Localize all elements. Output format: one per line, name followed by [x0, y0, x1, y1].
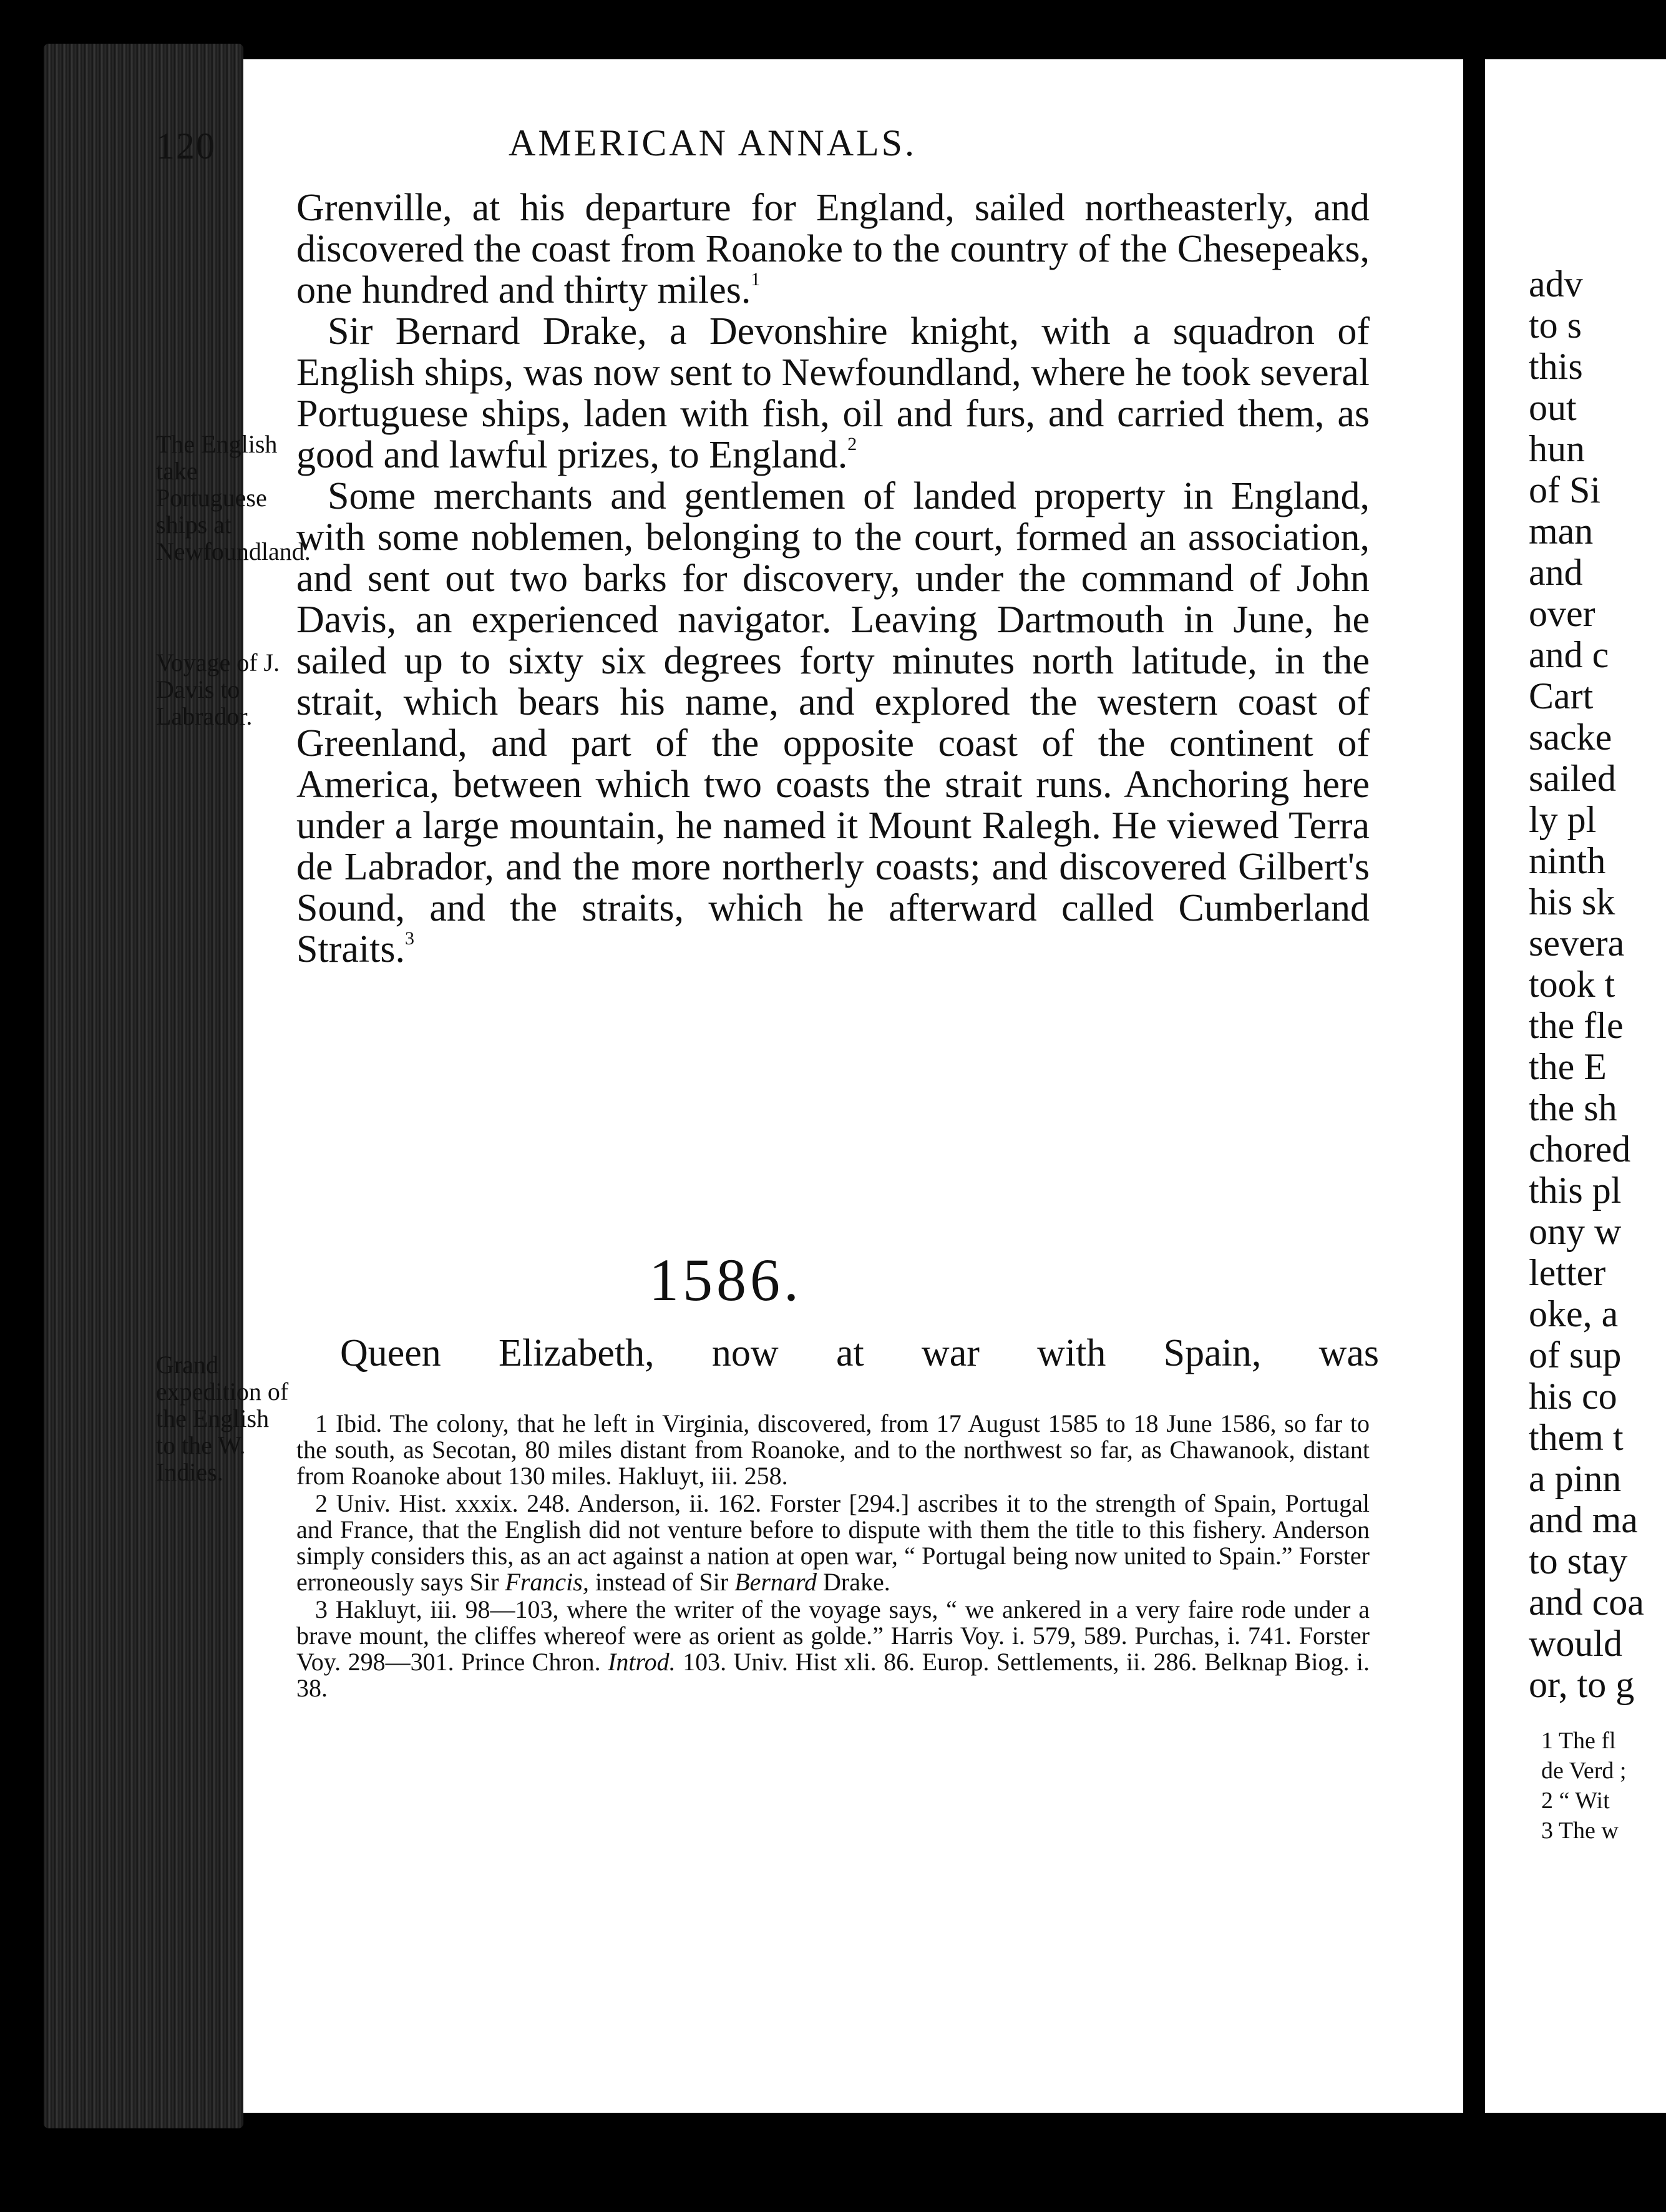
paragraph-grenville-text: Grenville, at his departure for England, sailed northeasterly, and discovered the coast from Roanoke to the country of the Chesepeaks, one hundred and thirty miles. [296, 187, 1370, 311]
footnote-ref-3: 3 [404, 928, 414, 949]
facing-page-line: hun [1529, 428, 1585, 469]
facing-page-line: sailed [1529, 758, 1616, 799]
facing-page-line: would [1529, 1623, 1622, 1664]
facing-page-line: out [1529, 387, 1577, 428]
footnote-3-text-b: 103. Univ. Hist xli. 86. Europ. Settlements, ii. 286. Belknap Biog. i. 38. [296, 1648, 1370, 1702]
facing-page-line: this pl [1529, 1170, 1622, 1211]
facing-page-line: to s [1529, 305, 1582, 346]
facing-page-line: of sup [1529, 1334, 1622, 1376]
paragraph-drake [296, 311, 1370, 476]
footnote-2-text-b: instead of Sir [595, 1568, 729, 1596]
facing-page-line: or, to g [1529, 1664, 1635, 1705]
facing-page-line: and coa [1529, 1582, 1644, 1623]
facing-page-line: ninth [1529, 840, 1606, 881]
margin-note-grand-expedition: Grand expedition of the English to the W. Indies. [156, 1351, 289, 1486]
facing-page-line: adv [1529, 263, 1583, 305]
paragraph-drake-text: Sir Bernard Drake, a Devonshire knight, with a squadron of English ships, was now sent to Newfoundland, where he took several Portuguese ships, laden with fish, oil and furs, and carried them, as good and lawful prizes, to England. [296, 310, 1370, 476]
facing-page-line: Cart [1529, 675, 1594, 717]
footnote-2-text-c: Drake. [823, 1568, 890, 1596]
year-heading: 1586. [649, 1246, 802, 1313]
footnote-3-italic-introd: Introd. [608, 1648, 676, 1676]
facing-page-line: and [1529, 552, 1583, 593]
footnote-3 [296, 1597, 1370, 1701]
facing-page-line: the sh [1529, 1087, 1617, 1128]
margin-note-davis: Voyage of J. Davis to Labrador. [156, 648, 280, 730]
footnote-3-text: 3 Hakluyt, iii. 98—103, where the writer of the voyage says, “ we ankered in a very faire rode under a brave mount, the cliffes whereof were as orient as golde.” Harris Voy. i. 579, 589. Purchas, i. 741. Forster Voy. 298—301. Prince Chron. [296, 1595, 1370, 1676]
facing-page-line: over [1529, 593, 1595, 634]
facing-page-footnote-line: 3 The w [1541, 1818, 1619, 1844]
facing-page-line: to stay [1529, 1540, 1628, 1582]
facing-page-line: man [1529, 511, 1594, 552]
facing-page-line: severa [1529, 922, 1625, 964]
facing-page-line: his co [1529, 1376, 1617, 1417]
footnote-1: 1 Ibid. The colony, that he left in Virginia, discovered, from 17 August 1585 to 18 June 1586, so far to the south, as Secotan, 80 miles distant from Roanoke, and to the northwest so far, as Chawanook, distant from Roanoke about 130 miles. Hakluyt, iii. 258. [296, 1409, 1370, 1490]
facing-page-line: the fle [1529, 1005, 1624, 1046]
book-page-edges [44, 44, 243, 2128]
facing-page-line: chored [1529, 1128, 1631, 1170]
facing-page-line: his sk [1529, 881, 1615, 922]
facing-page-line: ly pl [1529, 799, 1597, 840]
paragraph-davis [296, 476, 1370, 970]
facing-page-line: ony w [1529, 1211, 1622, 1252]
footnote-2 [296, 1490, 1370, 1595]
paragraph-grenville [296, 187, 1370, 311]
footnote-ref-1: 1 [751, 269, 761, 290]
footnotes [296, 1411, 1370, 1703]
main-text [296, 187, 1370, 970]
facing-page-footnote-line: 2 “ Wit [1541, 1788, 1610, 1814]
facing-page-line: them t [1529, 1417, 1624, 1458]
facing-page-line: sacke [1529, 717, 1612, 758]
facing-page-fragment [1485, 59, 1666, 2113]
paragraph-queen-elizabeth: Queen Elizabeth, now at war with Spain, was [340, 1332, 1379, 1374]
facing-page-line: this [1529, 346, 1583, 387]
paragraph-davis-text: Some merchants and gentlemen of landed property in England, with some noblemen, belonging to the court, formed an association, and sent out two barks for discovery, under the command of John Davis, an experienced navigator. Leaving Dartmouth in June, he sailed up to sixty six degrees forty minutes north latitude, in the strait, which bears his name, and explored the western coast of Greenland, and part of the opposite coast of the continent of America, between which two coasts the strait runs. Anchoring here under a large mountain, he named it Mount Ralegh. He viewed Terra de Labrador, and the more northerly coasts; and discovered Gilbert's Sound, and the straits, which he afterward called Cumberland Straits. [296, 475, 1370, 971]
footnote-2-italic-bernard: Bernard [734, 1568, 817, 1596]
facing-page-line: took t [1529, 964, 1615, 1005]
facing-page-line: oke, a [1529, 1293, 1619, 1334]
margin-note-drake: The English take Portuguese ships at Newfoundland. [156, 430, 311, 565]
facing-page-line: the E [1529, 1046, 1607, 1087]
running-head: AMERICAN ANNALS. [509, 122, 917, 164]
footnote-ref-2: 2 [847, 434, 857, 454]
facing-page-line: of Si [1529, 469, 1601, 511]
facing-page-line: and ma [1529, 1499, 1638, 1540]
facing-page-line: and c [1529, 634, 1609, 675]
facing-page-footnote-line: de Verd ; [1541, 1758, 1627, 1784]
footnote-2-italic-francis: Francis, [505, 1568, 589, 1596]
facing-page-line: letter [1529, 1252, 1606, 1293]
footnote-2-text: 2 Univ. Hist. xxxix. 248. Anderson, ii. 162. Forster [294.] ascribes it to the strength of Spain, Portugal and France, that the English did not venture before to dispute with them the title to this fishery. Anderson simply considers this, as an act against a nation at open war, “ Portugal being now united to Spain.” Forster erroneously says Sir [296, 1489, 1370, 1596]
facing-page-line: a pinn [1529, 1458, 1622, 1499]
facing-page-footnote-line: 1 The fl [1541, 1728, 1616, 1754]
page-number: 120 [156, 125, 216, 167]
